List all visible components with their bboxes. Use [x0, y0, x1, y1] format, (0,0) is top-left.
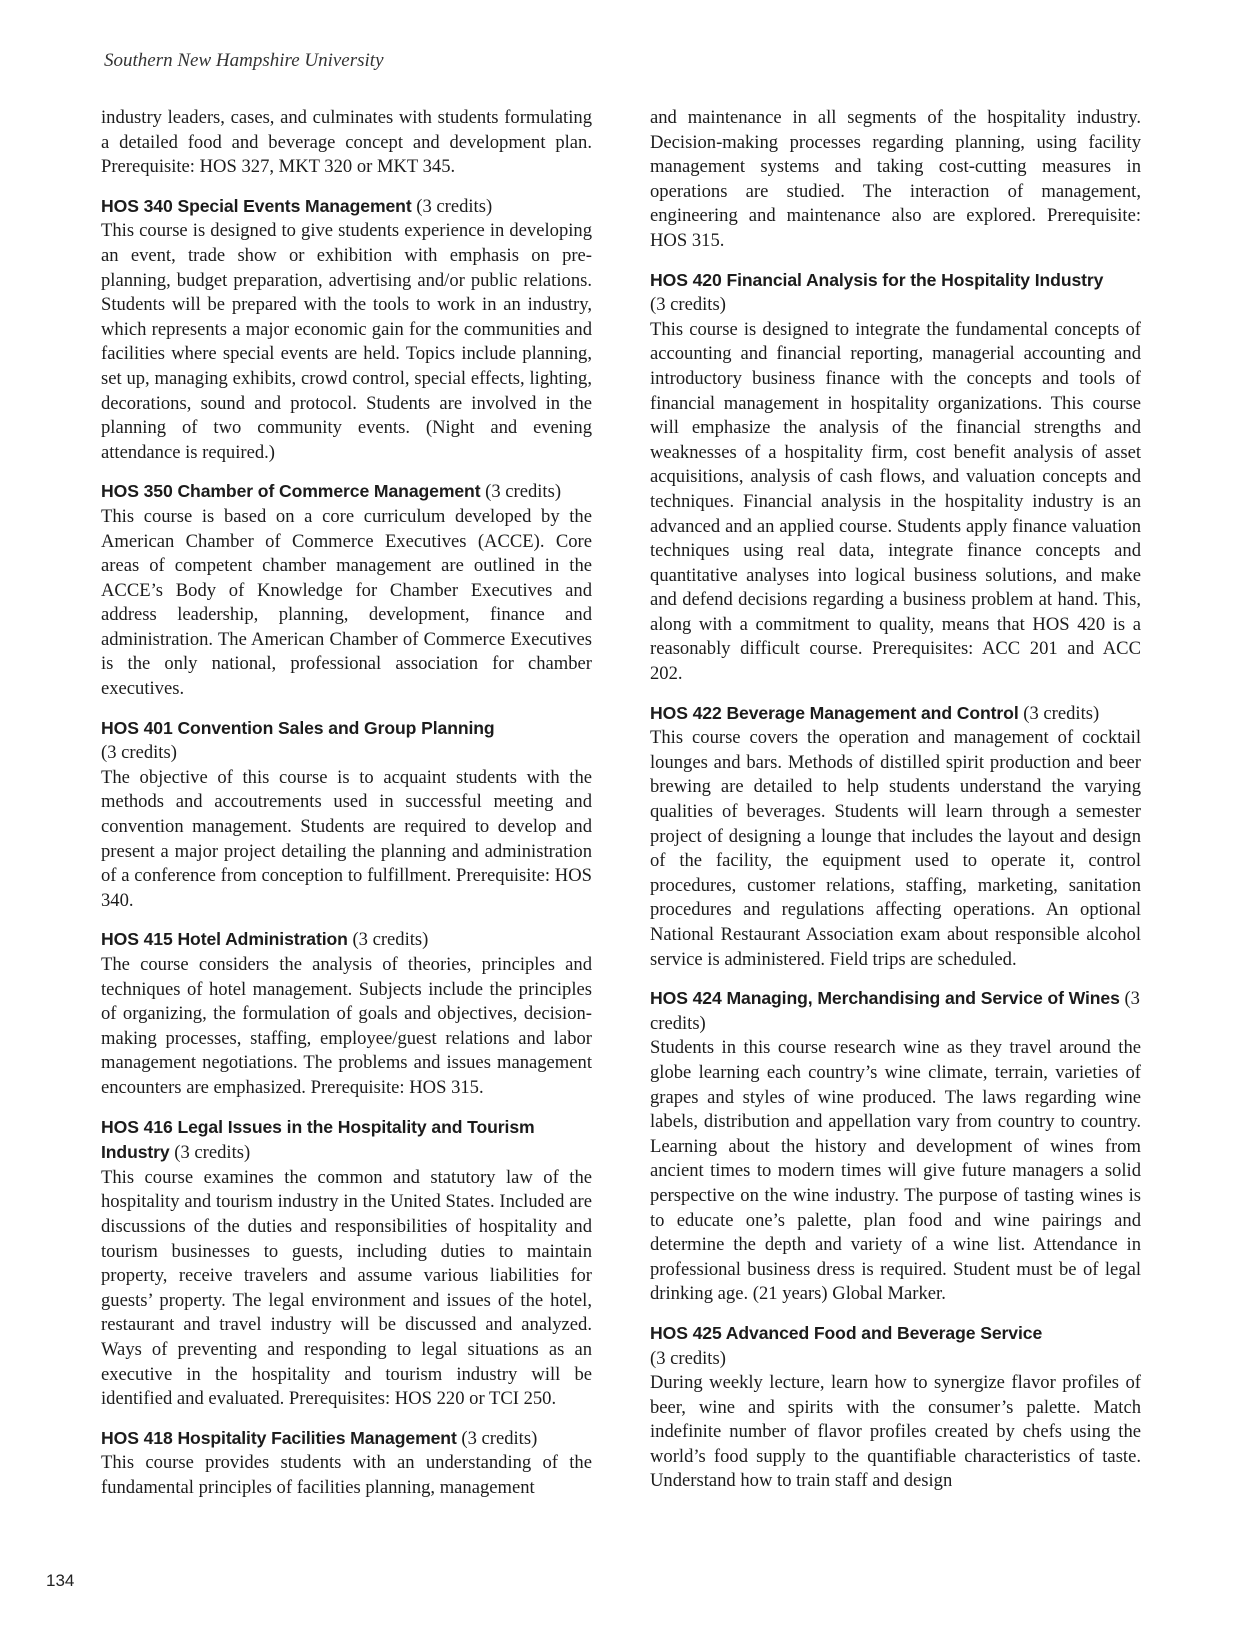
course-entry-hos-425 — [650, 1321, 1141, 1494]
course-title: HOS 420 Financial Analysis for the Hospitality Industry — [650, 269, 1104, 290]
continued-paragraph — [101, 106, 592, 180]
course-entry-hos-420 — [650, 268, 1141, 687]
course-description: During weekly lecture, learn how to synergize flavor profiles of beer, wine and spirits with the consumer’s palette. Match indefinite number of flavor profiles created by chefs using the world’s food supply to the quantifiable characteristics of taste. Understand how to train staff and design — [650, 1372, 1141, 1492]
course-description: This course covers the operation and management of cocktail lounges and bars. Methods of distilled spirit production and beer brewing are detailed to help students understand the varying qualities of beverages. Students will learn through a semester project of designing a lounge that includes the layout and design of the facility, the equipment used to operate it, control procedures, customer relations, staffing, marketing, sanitation procedures and regulations affecting operations. An optional National Restaurant Association exam about responsible alcohol service is administered. Field trips are scheduled. — [650, 727, 1141, 970]
course-heading — [101, 1426, 592, 1452]
course-entry-hos-416 — [101, 1115, 592, 1412]
course-heading — [650, 1321, 1141, 1371]
course-entry-hos-340 — [101, 194, 592, 466]
course-heading — [650, 268, 1141, 318]
course-title: HOS 422 Beverage Management and Control — [650, 702, 1019, 723]
course-heading — [650, 986, 1141, 1036]
course-entry-hos-424 — [650, 986, 1141, 1307]
course-credits: (3 credits) — [485, 481, 562, 503]
course-title: HOS 425 Advanced Food and Beverage Service — [650, 1322, 1043, 1343]
course-title: HOS 350 Chamber of Commerce Management — [101, 481, 481, 502]
course-heading — [101, 479, 592, 505]
course-heading — [650, 701, 1141, 727]
course-entry-hos-350 — [101, 479, 592, 701]
course-description: Students in this course research wine as they travel around the globe learning each country’s wine climate, terrain, varieties of grapes and styles of wine produced. The laws regarding wine labels, distribution and appellation vary from country to country. Learning about the history and development of wines from ancient times to modern times will give future managers a solid perspective on the wine industry. The purpose of tasting wines is to educate one’s palette, plan food and wine pairings and determine the depth and variety of a wine list. Attendance in professional business dress is required. Student must be of legal drinking age. (21 years) Global Marker. — [650, 1037, 1141, 1305]
course-title: HOS 418 Hospitality Facilities Management — [101, 1427, 457, 1448]
continued-text: and maintenance in all segments of the hospitality industry. Decision-making processes regarding planning, using facility management systems and taking cost-cutting measures in operations are studied. The interaction of management, engineering and maintenance also are explored. Prerequisite: HOS 315. — [650, 107, 1141, 251]
course-credits: (3 credits) — [650, 988, 1140, 1034]
course-credits: (3 credits) — [101, 742, 177, 764]
course-heading — [101, 194, 592, 220]
course-heading — [101, 716, 592, 766]
course-description: This course is based on a core curriculum developed by the American Chamber of Commerce Executives (ACCE). Core areas of competent chamber management are outlined in the ACCE’s Body of Knowledge for Chamber Executives and address leadership, planning, development, finance and administration. The American Chamber of Commerce Executives is the only national, professional association for chamber executives. — [101, 505, 592, 700]
course-credits: (3 credits) — [352, 929, 429, 951]
course-title: HOS 424 Managing, Merchandising and Service of Wines — [650, 988, 1120, 1009]
continued-paragraph — [650, 106, 1141, 254]
course-title: HOS 415 Hotel Administration — [101, 929, 348, 950]
course-description: This course is designed to integrate the fundamental concepts of accounting and financial reporting, managerial accounting and introductory business finance with the concepts and tools of financial management in hospitality organizations. This course will emphasize the analysis of the financial strengths and weaknesses of a hospitality firm, cost benefit analysis of asset acquisitions, analysis of cash flows, and valuation concepts and techniques. Financial analysis in the hospitality industry is an advanced and an applied course. Students apply finance valuation techniques using real data, integrate finance concepts and quantitative analyses into logical business solutions, and make and defend decisions regarding a business problem at hand. This, along with a commitment to quality, means that HOS 420 is a reasonably difficult course. Prerequisites: ACC 201 and ACC 202. — [650, 318, 1141, 685]
course-heading — [101, 1115, 592, 1166]
course-credits: (3 credits) — [650, 1347, 726, 1369]
course-heading — [101, 927, 592, 953]
course-title: HOS 401 Convention Sales and Group Planning — [101, 717, 495, 738]
course-credits: (3 credits) — [461, 1427, 538, 1449]
course-entry-hos-418 — [101, 1426, 592, 1501]
course-credits: (3 credits) — [174, 1142, 251, 1164]
left-column — [101, 106, 592, 1514]
course-description: The objective of this course is to acquaint students with the methods and accoutrements used in successful meeting and convention management. Students are required to develop and present a major project detailing the planning and administration of a conference from conception to fulfillment. Prerequisite: HOS 340. — [101, 766, 592, 911]
course-entry-hos-415 — [101, 927, 592, 1100]
course-title: HOS 416 Legal Issues in the Hospitality and Tourism Industry — [101, 1116, 535, 1163]
right-column — [650, 106, 1141, 1508]
running-header: Southern New Hampshire University — [104, 50, 384, 71]
course-credits: (3 credits) — [416, 195, 493, 217]
course-description: This course provides students with an understanding of the fundamental principles of facilities planning, management — [101, 1452, 592, 1498]
course-entry-hos-422 — [650, 701, 1141, 973]
course-credits: (3 credits) — [1023, 702, 1100, 724]
course-description: This course is designed to give students experience in developing an event, trade show or exhibition with emphasis on pre-planning, budget preparation, advertising and/or public relations. Students will be prepared with the tools to work in an industry, which represents a major economic gain for the communities and facilities where special events are held. Topics include planning, set up, managing exhibits, crowd control, special effects, lighting, decorations, sound and protocol. Students are involved in the planning of two community events. (Night and evening attendance is required.) — [101, 220, 592, 463]
course-description: This course examines the common and statutory law of the hospitality and tourism industry in the United States. Included are discussions of the duties and responsibilities of hospitality and tourism businesses to guests, including duties to maintain property, receive travelers and assume various liabilities for guests’ property. The legal environment and issues of the hotel, restaurant and travel industry will be discussed and analyzed. Ways of preventing and responding to legal situations as an executive in the hospitality and tourism industry will be identified and evaluated. Prerequisites: HOS 220 or TCI 250. — [101, 1166, 592, 1410]
page-number: 134 — [46, 1571, 75, 1590]
course-description: The course considers the analysis of theories, principles and techniques of hotel management. Subjects include the principles of organizing, the formulation of goals and objectives, decision-making processes, staffing, employee/guest relations and labor management negotiations. The problems and issues management encounters are emphasized. Prerequisite: HOS 315. — [101, 954, 592, 1098]
course-entry-hos-401 — [101, 716, 592, 914]
continued-text: industry leaders, cases, and culminates with students formulating a detailed food and beverage concept and development plan. Prerequisite: HOS 327, MKT 320 or MKT 345. — [101, 107, 592, 178]
course-title: HOS 340 Special Events Management — [101, 195, 412, 216]
course-credits: (3 credits) — [650, 294, 726, 316]
